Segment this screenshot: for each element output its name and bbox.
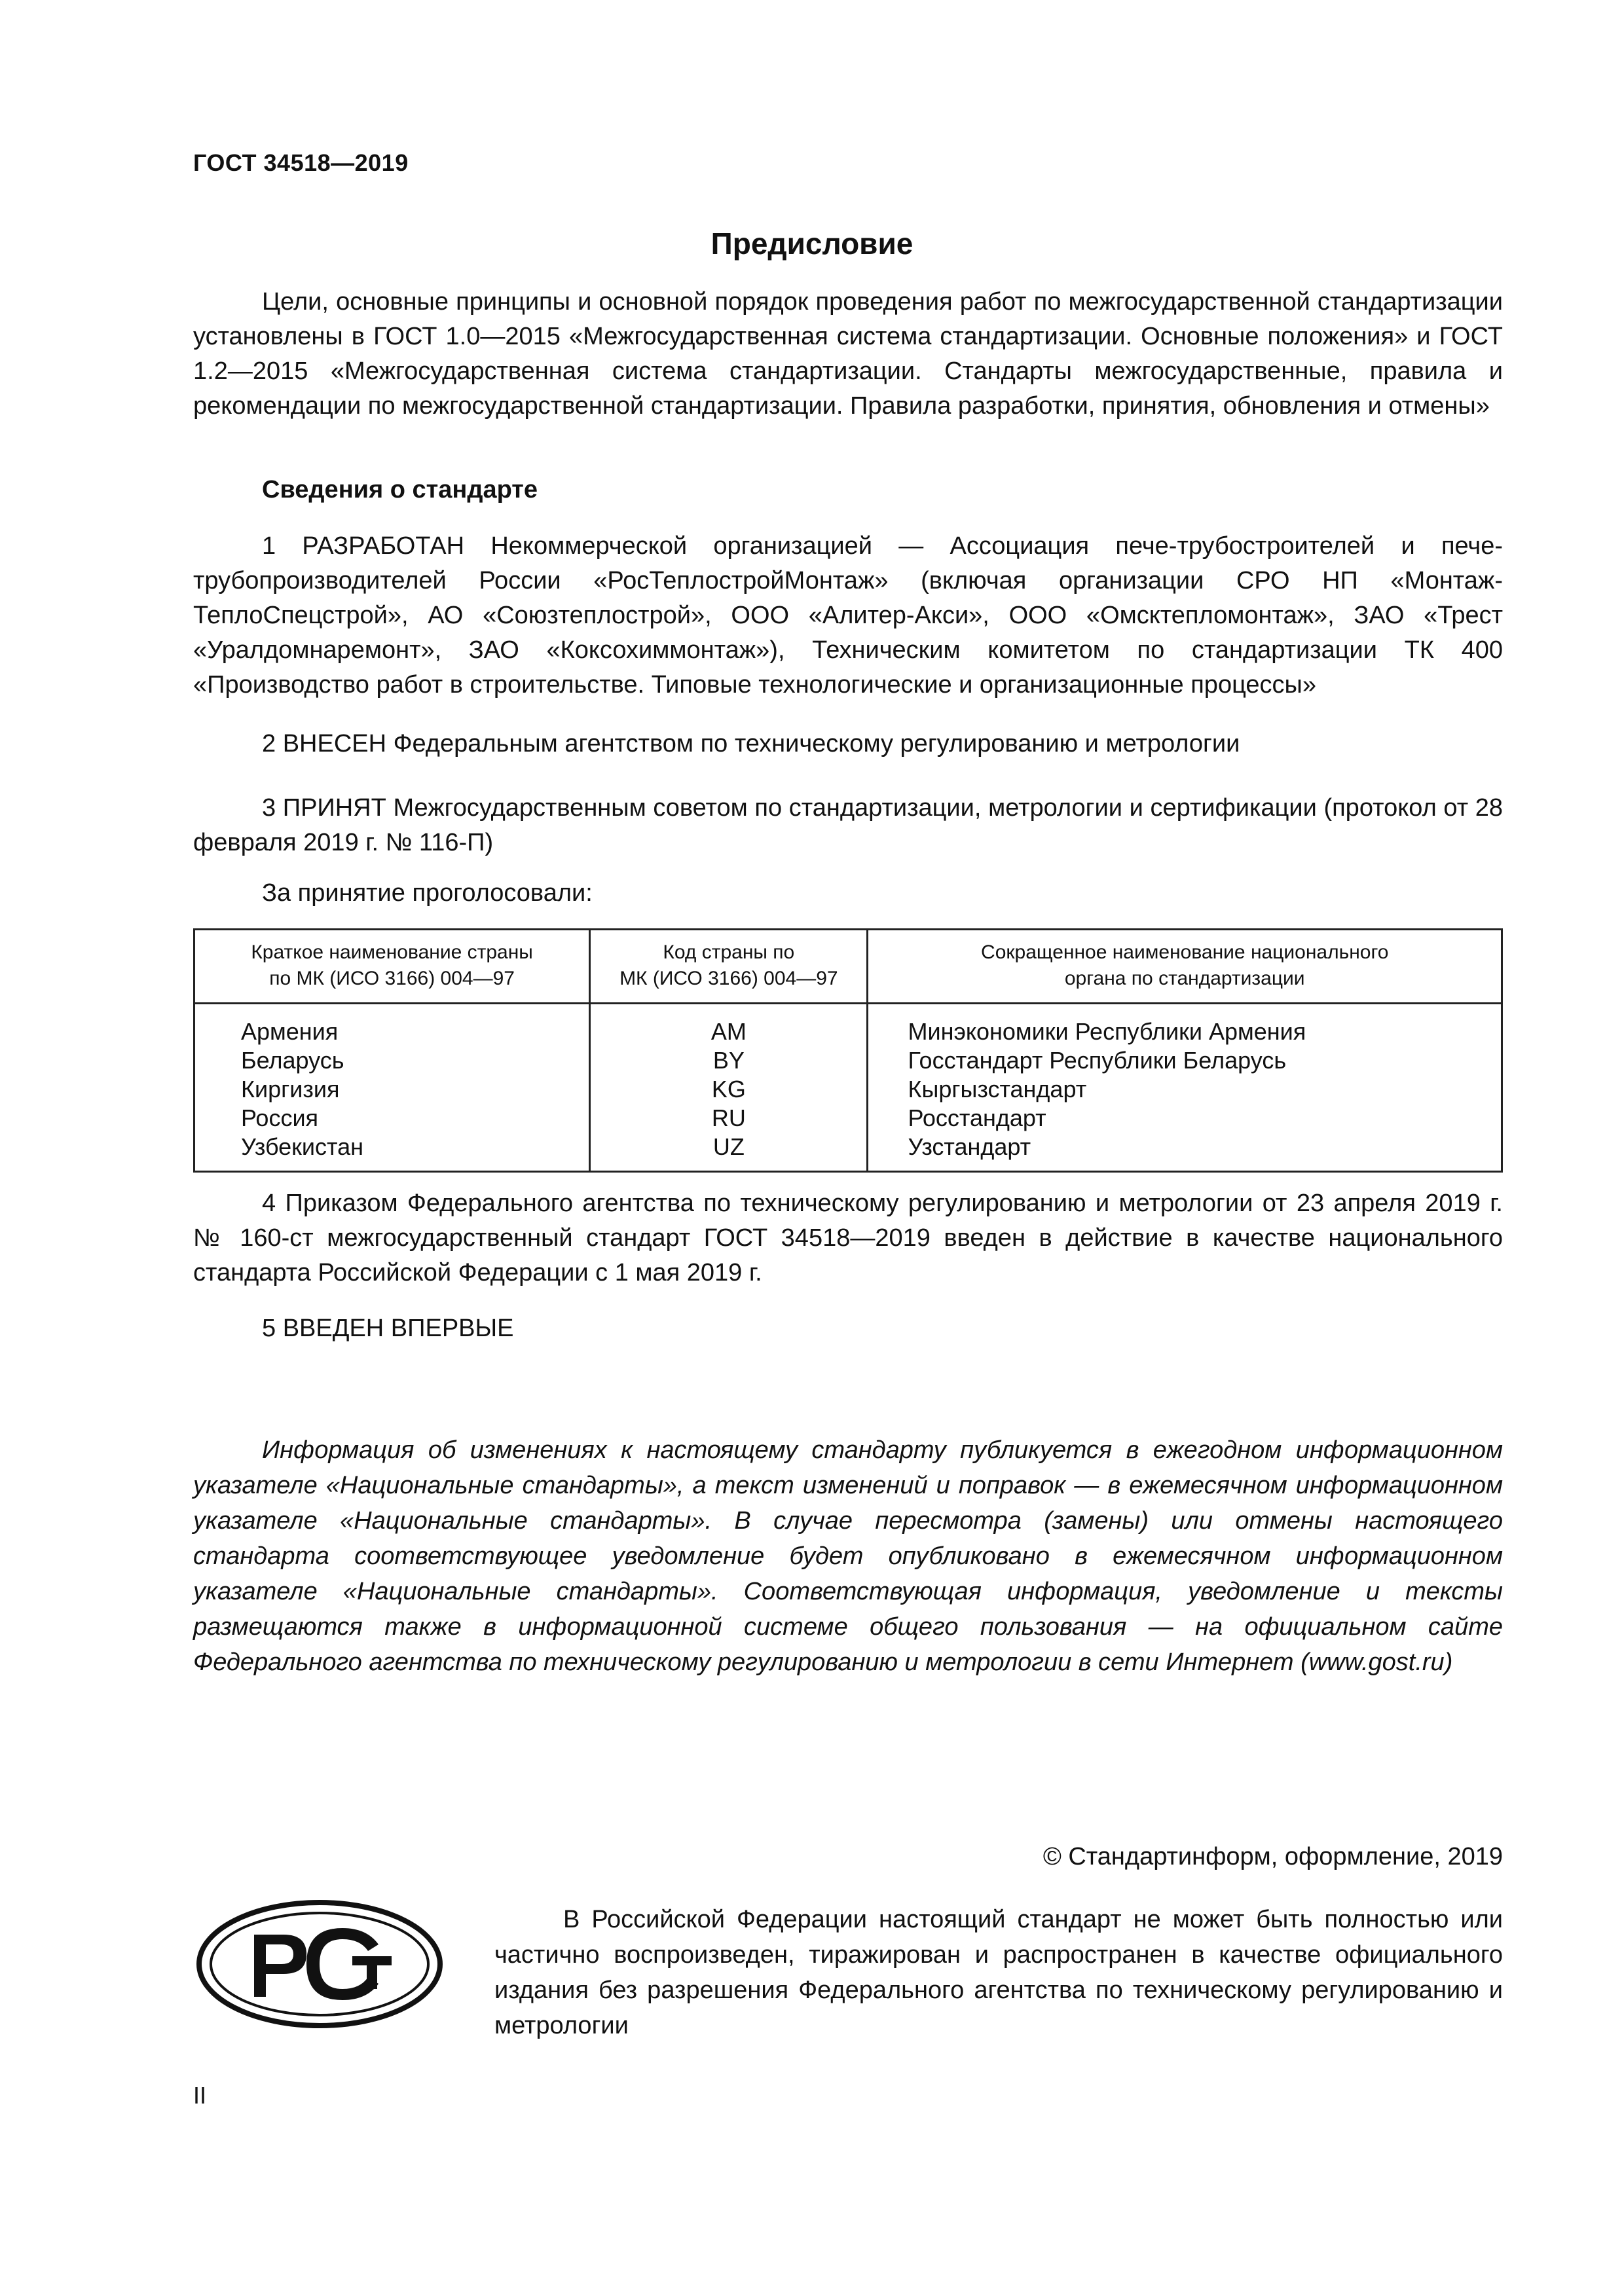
item-2-submitted: 2 ВНЕСЕН Федеральным агентством по техническому регулированию и метрологии [262,730,1240,757]
standard-info-subheading: Сведения о стандарте [262,476,538,503]
votes-intro: За принятие проголосовали: [262,879,593,907]
country-name-cell: Киргизия [194,1075,590,1104]
country-code-cell: RU [590,1104,868,1133]
document-code-header: ГОСТ 34518—2019 [193,149,409,176]
country-name-cell: Армения [194,1004,590,1047]
national-body-cell: Росстандарт [868,1104,1502,1133]
rst-certification-mark-icon [195,1899,444,2030]
table-row [194,1133,1502,1172]
item-4-order: 4 Приказом Федерального агентства по техническому регулированию и метрологии от 23 апреля 2019 г. № 160-ст межгосударственный стандарт ГОСТ 34518—2019 введен в действие в качестве национального стандарта Российской Федерации с 1 мая 2019 г. [193,1190,1503,1286]
table-row [194,1004,1502,1047]
item-1-developed: 1 РАЗРАБОТАН Некоммерческой организацией — Ассоциация пече-трубостроителей и пече-трубопроизводителей России «РосТеплостройМонтаж» (включая организации СРО НП «Монтаж-ТеплоСпецстрой», АО «Союзтеплострой», ООО «Алитер-Акси», ООО «Омсктепломонтаж», ЗАО «Трест «Уралдомнаремонт», ЗАО «Коксохиммонтаж»), Техническим комитетом по стандартизации ТК 400 «Производство работ в строительстве. Типовые технологические и организационные процессы» [193,532,1503,699]
header-country-name-line1: Краткое наименование страны [251,941,533,963]
header-country-name [194,930,590,1004]
item-3-adopted: 3 ПРИНЯТ Межгосударственным советом по стандартизации, метрологии и сертификации (протокол от 28 февраля 2019 г. № 116-П) [193,794,1503,856]
national-body-cell: Кыргызстандарт [868,1075,1502,1104]
country-code-cell: KG [590,1075,868,1104]
country-name-cell: Беларусь [194,1046,590,1075]
header-country-code [590,930,868,1004]
header-national-body-line1: Сокращенное наименование национального [981,941,1389,963]
page-title: Предисловие [710,227,913,261]
table-row [194,1104,1502,1133]
national-body-cell: Госстандарт Республики Беларусь [868,1046,1502,1075]
table-header-row [194,930,1502,1004]
country-name-cell: Узбекистан [194,1133,590,1172]
country-name-cell: Россия [194,1104,590,1133]
page-number: II [193,2082,207,2109]
header-country-name-line2: по МК (ИСО 3166) 004—97 [269,968,515,989]
table-row [194,1075,1502,1104]
table-row [194,1046,1502,1075]
national-body-cell: Узстандарт [868,1133,1502,1172]
header-country-code-line2: МК (ИСО 3166) 004—97 [619,968,838,989]
intro-paragraph: Цели, основные принципы и основной порядок проведения работ по межгосударственной стандартизации установлены в ГОСТ 1.0—2015 «Межгосударственная система стандартизации. Основные положения» и ГОСТ 1.2—2015 «Межгосударственная система стандартизации. Стандарты межгосударственные, правила и рекомендации по межгосударственной стандартизации. Правила разработки, принятия, обновления и отмены» [193,288,1503,420]
country-code-cell: UZ [590,1133,868,1172]
header-country-code-line1: Код страны по [663,941,795,963]
header-national-body-line2: органа по стандартизации [1064,968,1305,989]
item-5-introduced: 5 ВВЕДЕН ВПЕРВЫЕ [262,1315,514,1342]
country-code-cell: AM [590,1004,868,1047]
copyright-line: © Стандартинформ, оформление, 2019 [1043,1843,1503,1870]
header-national-body [868,930,1502,1004]
voting-countries-table [193,928,1503,1173]
national-body-cell: Минэкономики Республики Армения [868,1004,1502,1047]
country-code-cell: BY [590,1046,868,1075]
changes-information-note: Информация об изменениях к настоящему стандарту публикуется в ежегодном информационном указателе «Национальные стандарты», а текст изменений и поправок — в ежемесячном информационном указателе «Национальные стандарты». В случае пересмотра (замены) или отмены настоящего стандарта соответствующее уведомление будет опубликовано в ежемесячном информационном указателе «Национальные стандарты». Соответствующая информация, уведомление и тексты размещаются также в информационной системе общего пользования — на официальном сайте Федерального агентства по техническому регулированию и метрологии в сети Интернет (www.gost.ru) [193,1436,1503,1676]
reproduction-notice: В Российской Федерации настоящий стандарт не может быть полностью или частично воспроизведен, тиражирован и распространен в качестве официального издания без разрешения Федерального агентства по техническому регулированию и метрологии [494,1906,1503,2039]
